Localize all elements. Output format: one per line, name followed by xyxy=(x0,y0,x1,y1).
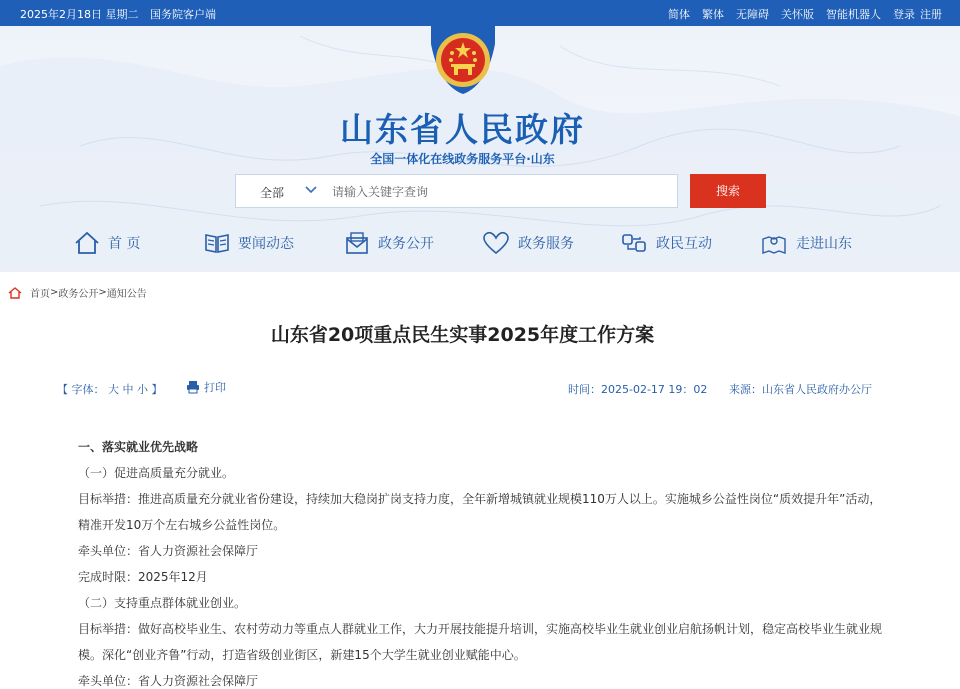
heart-icon xyxy=(482,231,510,255)
site-title: 山东省人民政府 xyxy=(340,110,585,149)
home-icon xyxy=(74,231,100,255)
book-icon xyxy=(204,231,230,255)
subsection-heading: （一）促进高质量充分就业。 xyxy=(78,466,235,480)
link-simplified[interactable]: 简体 xyxy=(668,8,690,21)
home-icon xyxy=(8,287,22,299)
map-pin-icon xyxy=(760,231,788,255)
breadcrumb-notices[interactable]: 通知公告 xyxy=(106,289,147,300)
national-emblem-logo xyxy=(425,26,501,98)
chevron-down-icon[interactable] xyxy=(304,183,318,197)
print-label: 打印 xyxy=(204,381,226,394)
print-button[interactable] xyxy=(186,379,226,395)
link-login[interactable]: 登录 xyxy=(893,8,915,21)
paragraph: 目标举措：做好高校毕业生、农村劳动力等重点人群就业工作，大力开展技能提升培训，实施高校毕业生就业创业启航扬帆计划，稳定高校毕业生就业规模。深化“创业齐鲁”行动，打造省级创业街区，新建15个大学生就业创业赋能中心。 xyxy=(78,622,883,662)
main-nav xyxy=(74,228,890,258)
nav-item-interaction[interactable] xyxy=(620,228,760,258)
breadcrumb-gov-affairs[interactable]: 政务公开 xyxy=(58,289,99,300)
nav-label-news: 要闻动态 xyxy=(238,236,294,252)
nav-item-home[interactable] xyxy=(74,228,204,258)
paragraph: 牵头单位：省人力资源社会保障厅 xyxy=(78,544,259,558)
nav-item-gov-affairs[interactable] xyxy=(344,228,482,258)
link-accessibility[interactable]: 无障碍 xyxy=(736,8,769,21)
search-bar xyxy=(235,174,678,208)
article-source: 来源：山东省人民政府办公厅 xyxy=(729,383,872,396)
nav-label-interaction: 政民互动 xyxy=(656,236,712,252)
nav-item-about-shandong[interactable] xyxy=(760,228,890,258)
article-title: 山东省20项重点民生实事2025年度工作方案 xyxy=(270,324,655,346)
printer-icon xyxy=(186,380,200,394)
nav-label-gov-affairs: 政务公开 xyxy=(378,236,434,252)
subsection-heading: （二）支持重点群体就业创业。 xyxy=(78,596,247,610)
font-size-switch[interactable]: 【 字体： 大 中 小 】 xyxy=(57,383,163,396)
site-subtitle: 全国一体化在线政务服务平台·山东 xyxy=(370,152,555,166)
link-smart-robot[interactable]: 智能机器人 xyxy=(826,8,881,21)
top-bar xyxy=(0,0,960,26)
link-traditional[interactable]: 繁体 xyxy=(702,8,724,21)
header-banner xyxy=(0,26,960,272)
nav-item-news[interactable] xyxy=(204,228,344,258)
mail-icon xyxy=(344,231,370,255)
publish-time: 时间：2025-02-17 19：02 xyxy=(568,383,708,396)
nav-label-home: 首 页 xyxy=(108,236,141,252)
nav-label-services: 政务服务 xyxy=(518,236,574,252)
interaction-icon xyxy=(620,231,648,255)
breadcrumb: 首页 > 政务公开 > 通知公告 xyxy=(8,285,147,300)
paragraph: 目标举措：推进高质量充分就业省份建设，持续加大稳岗扩岗支持力度，全年新增城镇就业规模110万人以上。实施城乡公益性岗位“质效提升年”活动，精准开发10万个左右城乡公益性岗位。 xyxy=(78,492,882,532)
article-body xyxy=(54,434,884,689)
breadcrumb-home[interactable]: 首页 xyxy=(30,289,50,300)
paragraph: 完成时限：2025年12月 xyxy=(78,570,208,584)
link-care-version[interactable]: 关怀版 xyxy=(781,8,814,21)
search-button[interactable]: 搜索 xyxy=(690,174,766,208)
search-scope-select[interactable]: 全部 xyxy=(260,186,285,200)
section-heading: 一、落实就业优先战略 xyxy=(78,440,199,454)
search-input[interactable] xyxy=(332,182,662,202)
paragraph: 牵头单位：省人力资源社会保障厅 xyxy=(78,674,259,688)
link-register[interactable]: 注册 xyxy=(920,8,942,21)
nav-label-about-shandong: 走进山东 xyxy=(796,236,852,252)
state-council-client-link[interactable]: 国务院客户端 xyxy=(150,8,216,21)
current-date: 2025年2月18日 星期二 xyxy=(20,8,139,21)
nav-item-services[interactable] xyxy=(482,228,620,258)
